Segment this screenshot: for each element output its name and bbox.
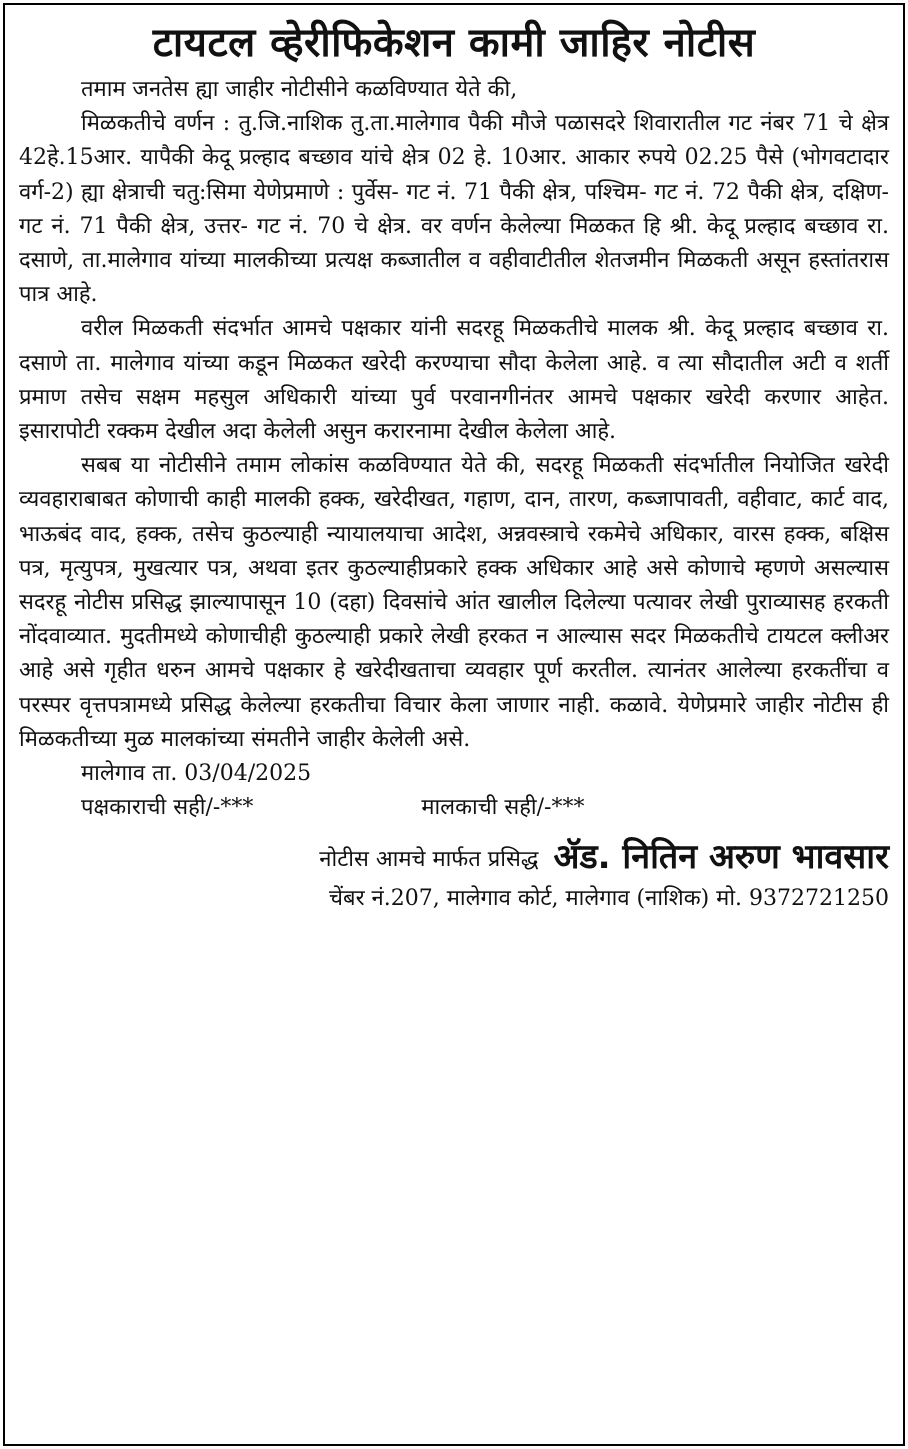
- published-through-line: [19, 837, 889, 880]
- advocate-address: चेंबर नं.207, मालेगाव कोर्ट, मालेगाव (नाशिक) मो. 9372721250: [329, 886, 889, 912]
- notice-title: टायटल व्हेरीफिकेशन कामी जाहिर नोटीस: [152, 20, 756, 66]
- advocate-name: ॲड. नितिन अरुण भावसार: [553, 837, 889, 878]
- signatures-row: [19, 791, 889, 825]
- owner-signature: मालकाची सही/-***: [421, 795, 585, 821]
- advocate-footer: [19, 837, 889, 918]
- notice-intro: [19, 73, 889, 107]
- published-through-label: नोटीस आमचे मार्फत प्रसिद्ध: [319, 847, 539, 873]
- place-date: मालेगाव ता. 03/04/2025: [81, 761, 312, 787]
- objection-paragraph: सबब या नोटीसीने तमाम लोकांस कळविण्यात येते की, सदरहू मिळकती संदर्भातील नियोजित खरेदी व्यवहाराबाबत कोणाची काही मालकी हक्क, खरेदीखत, गहाण, दान, तारण, कब्जापावती, वहीवाट, कार्ट वाद, भाऊबंद वाद, हक्क, तसेच कुठल्याही न्यायालयाचा आदेश, अन्नवस्त्राचे रकमेचे अधिकार, वारस हक्क, बक्षिस पत्र, मृत्युपत्र, मुखत्यार पत्र, अथवा इतर कुठल्याहीप्रकारे हक्क अधिकार आहे असे कोणाचे म्हणणे असल्यास सदरहू नोटीस प्रसिद्ध झाल्यापासून 10 (दहा) दिवसांचे आंत खालील दिलेल्या पत्यावर लेखी पुराव्यासह हरकती नोंदवाव्यात. मुदतीमध्ये कोणाचीही कुठल्याही प्रकारे लेखी हरकत न आल्यास सदर मिळकतीचे टायटल क्लीअर आहे असे गृहीत धरुन आमचे पक्षकार हे खरेदीखताचा व्यवहार पूर्ण करतील. त्यानंतर आलेल्या हरकतींचा व परस्पर वृत्तपत्रामध्ये प्रसिद्ध केलेल्या हरकतीचा विचार केला जाणार नाही. कळावे. येणेप्रमारे जाहीर नोटीस ही मिळकतीच्या मुळ मालकांच्या संमतीने जाहीर केलेली असे.: [19, 453, 889, 752]
- client-signature: पक्षकाराची सही/-***: [81, 795, 254, 821]
- property-description-paragraph: मिळकतीचे वर्णन : तु.जि.नाशिक तु.ता.मालेगाव पैकी मौजे पळासदरे शिवारातील गट नंबर 71 चे क्षेत्र 42हे.15आर. यापैकी केदू प्रल्हाद बच्छाव यांचे क्षेत्र 02 हे. 10आर. आकार रुपये 02.25 पैसे (भोगवटादार वर्ग-2) ह्या क्षेत्राची चतु:सिमा येणेप्रमाणे : पुर्वेस- गट नं. 71 पैकी क्षेत्र, पश्चिम- गट नं. 72 पैकी क्षेत्र, दक्षिण- गट नं. 71 पैकी क्षेत्र, उत्तर- गट नं. 70 चे क्षेत्र. वर वर्णन केलेल्या मिळकत हि श्री. केदू प्रल्हाद बच्छाव रा. दसाणे, ता.मालेगाव यांच्या मालकीच्या प्रत्यक्ष कब्जातील व वहीवाटीतील शेतजमीन मिळकती असून हस्तांतरास पात्र आहे.: [19, 111, 889, 308]
- public-notice: [3, 3, 905, 1446]
- intro-line: तमाम जनतेस ह्या जाहीर नोटीसीने कळविण्यात येते की,: [81, 77, 518, 102]
- transaction-paragraph: वरील मिळकती संदर्भात आमचे पक्षकार यांनी सदरहू मिळकतीचे मालक श्री. केदू प्रल्हाद बच्छाव रा. दसाणे ता. मालेगाव यांच्या कडून मिळकत खरेदी करण्याचा सौदा केलेला आहे. व त्या सौदातील अटी व शर्ती प्रमाण तसेच सक्षम महसुल अधिकारी यांच्या पुर्व परवानगीनंतर आमचे पक्षकार खरेदी करणार आहेत. इसारापोटी रक्कम देखील अदा केलेली असुन करारनामा देखील केलेला आहे.: [19, 316, 889, 445]
